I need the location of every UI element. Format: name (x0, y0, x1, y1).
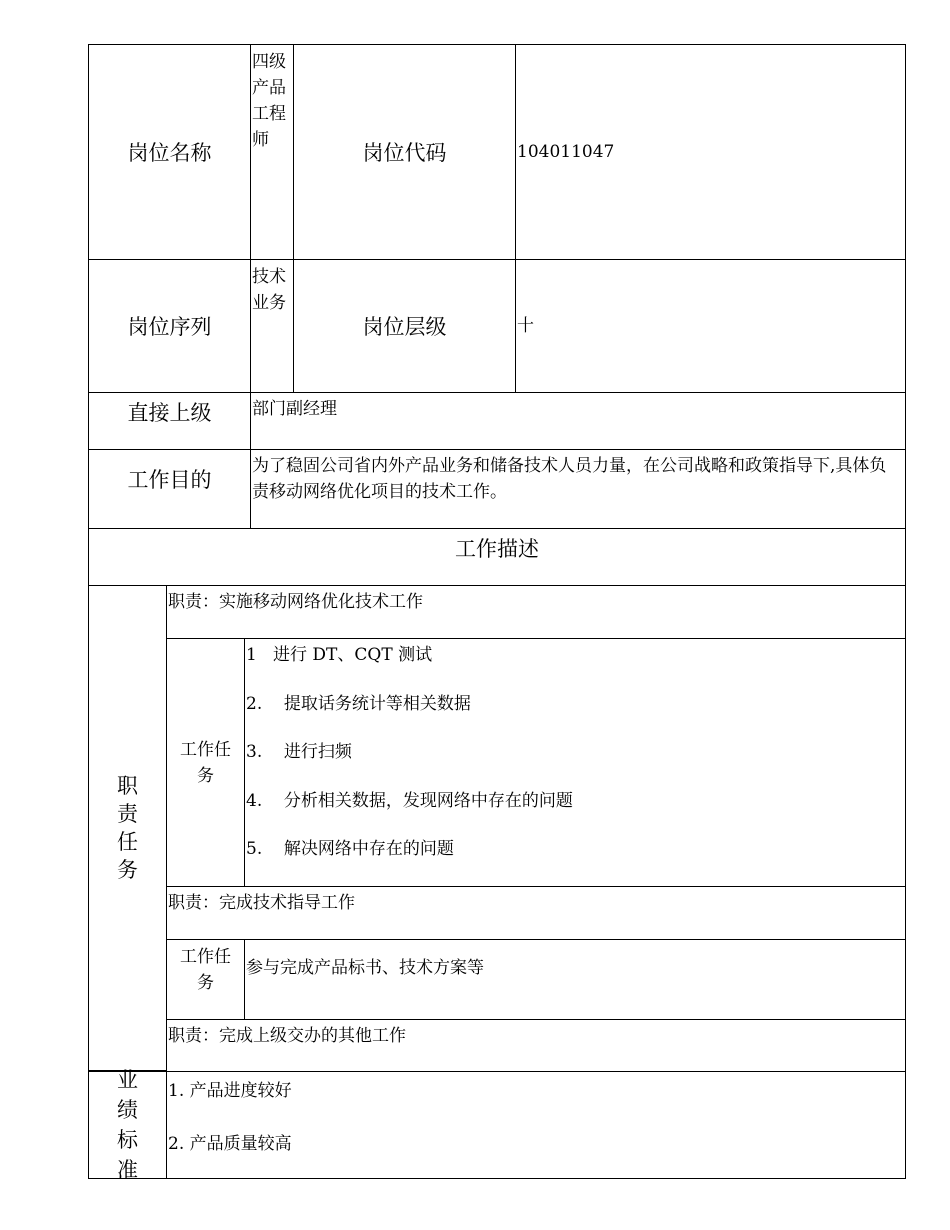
position-name-value: 四级产品工程师 (250, 44, 294, 260)
duty-title: 职责：完成上级交办的其他工作 (166, 1019, 906, 1072)
position-level-value: 十 (515, 259, 906, 393)
task-list (244, 939, 906, 1020)
duty-title: 职责：实施移动网络优化技术工作 (166, 585, 906, 639)
position-code-label: 岗位代码 (293, 44, 516, 260)
position-code-value: 104011047 (515, 44, 906, 260)
task-list (244, 638, 906, 887)
performance-list (166, 1071, 906, 1179)
purpose-value: 为了稳固公司省内外产品业务和储备技术人员力量，在公司战略和政策指导下,具体负责移动网络优化项目的技术工作。 (250, 449, 906, 529)
task-item: 2. 提取话务统计等相关数据 (246, 693, 471, 714)
task-item: 3. 进行扫频 (246, 742, 352, 762)
task-item: 1 进行 DT、CQT 测试 (246, 645, 433, 665)
performance-item: 2. 产品质量较高 (168, 1134, 292, 1154)
superior-label: 直接上级 (88, 392, 251, 450)
purpose-label: 工作目的 (88, 449, 251, 529)
job-description-table (88, 44, 906, 1182)
description-header: 工作描述 (88, 528, 906, 586)
performance-item: 1. 产品进度较好 (168, 1081, 292, 1101)
duty-title: 职责：完成技术指导工作 (166, 886, 906, 940)
task-item: 4. 分析相关数据，发现网络中存在的问题 (246, 790, 573, 811)
position-sequence-label: 岗位序列 (88, 259, 251, 393)
task-label: 工作任务 (166, 638, 245, 887)
superior-value: 部门副经理 (250, 392, 906, 450)
task-item: 5. 解决网络中存在的问题 (246, 839, 454, 859)
task-label: 工作任务 (166, 939, 245, 1020)
performance-label: 业绩标准 (88, 1071, 167, 1179)
duties-label: 职责任务 (88, 585, 167, 1071)
position-sequence-value: 技术业务 (250, 259, 294, 393)
task-item: 参与完成产品标书、技术方案等 (246, 958, 484, 978)
position-level-label: 岗位层级 (293, 259, 516, 393)
position-name-label: 岗位名称 (88, 44, 251, 260)
